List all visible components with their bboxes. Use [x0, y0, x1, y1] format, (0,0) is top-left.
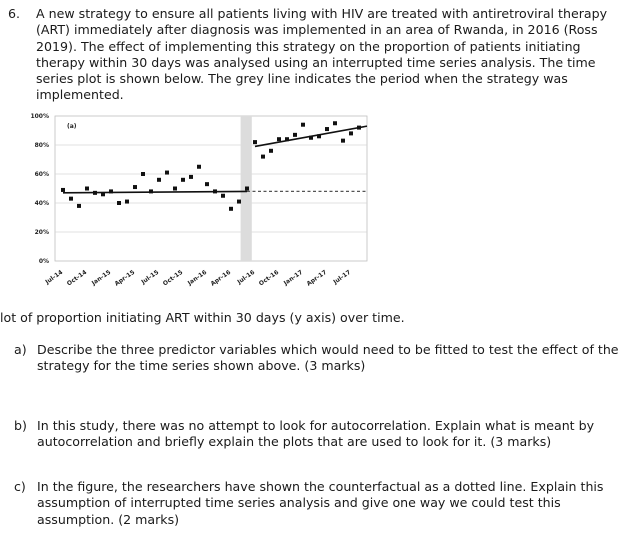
data-point	[77, 204, 81, 208]
data-point	[357, 126, 361, 130]
data-point	[101, 192, 105, 196]
y-tick-label: 60%	[34, 171, 49, 178]
part-a	[8, 342, 620, 375]
x-tick-label: Jul-15	[140, 268, 161, 286]
data-point	[317, 134, 321, 138]
x-tick-label: Jan-17	[282, 268, 305, 287]
x-tick-label: Jan-15	[90, 268, 113, 287]
part-c-text: In the figure, the researchers have shown the counterfactual as a dotted line. Explain this assumption of interrupted time series analysis and give one way we could test this assumption. (2 marks)	[37, 479, 604, 527]
x-tick-label: Jan-16	[186, 268, 209, 287]
data-point	[213, 189, 217, 193]
data-point	[85, 187, 89, 191]
part-c	[8, 479, 620, 528]
x-tick-label: Jul-16	[236, 268, 257, 286]
x-tick-label: Jul-17	[332, 268, 353, 286]
data-point	[245, 187, 249, 191]
data-point	[261, 155, 265, 159]
data-point	[117, 201, 121, 205]
y-tick-label: 40%	[34, 200, 49, 207]
y-tick-label: 20%	[34, 229, 49, 236]
data-point	[341, 139, 345, 143]
data-point	[181, 178, 185, 182]
data-point	[301, 123, 305, 127]
question-number: 6.	[8, 6, 21, 21]
data-point	[237, 200, 241, 204]
part-b-text: In this study, there was no attempt to look for autocorrelation. Explain what is meant by autocorrelation and briefly explain the plots that are used to look for it. (3 marks)	[37, 418, 595, 450]
x-tick-label: Oct-14	[65, 268, 89, 288]
part-c-label: c)	[14, 479, 26, 494]
x-tick-label: Oct-16	[257, 268, 281, 288]
y-tick-label: 0%	[38, 258, 49, 265]
part-a-label: a)	[14, 342, 27, 357]
data-point	[93, 191, 97, 195]
data-point	[149, 189, 153, 193]
y-tick-label: 80%	[34, 142, 49, 149]
data-point	[173, 187, 177, 191]
x-tick-label: Oct-15	[161, 268, 185, 288]
y-tick-label: 100%	[30, 113, 49, 120]
data-point	[309, 136, 313, 140]
data-point	[269, 149, 273, 153]
part-b-label: b)	[14, 418, 27, 433]
panel-label: (a)	[67, 123, 77, 130]
data-point	[333, 121, 337, 125]
data-point	[189, 175, 193, 179]
data-point	[293, 133, 297, 137]
data-point	[197, 165, 201, 169]
x-tick-label: Apr-16	[209, 268, 233, 288]
data-point	[141, 172, 145, 176]
data-point	[253, 140, 257, 144]
data-point	[205, 182, 209, 186]
data-point	[229, 207, 233, 211]
data-point	[109, 189, 113, 193]
data-point	[157, 178, 161, 182]
data-point	[325, 127, 329, 131]
data-point	[125, 200, 129, 204]
data-point	[165, 171, 169, 175]
x-tick-label: Apr-15	[113, 268, 137, 288]
data-point	[221, 194, 225, 198]
x-tick-label: Apr-17	[305, 268, 329, 288]
data-point	[285, 137, 289, 141]
x-tick-label: Jul-14	[44, 268, 65, 286]
data-point	[69, 197, 73, 201]
part-a-text: Describe the three predictor variables which would need to be fitted to test the effect of the strategy for the time series shown above. (3 marks)	[37, 342, 619, 374]
question-intro: A new strategy to ensure all patients living with HIV are treated with antiretroviral therapy (ART) immediately after diagnosis was implemented in an area of Rwanda, in 2016 (Ross 2019). The effect of implementing this strategy on the proportion of patients initiating therapy within 30 days was analysed using an interrupted time series analysis. The time series plot is shown below. The grey line indicates the period when the strategy was implemented.	[36, 6, 608, 103]
question-6	[8, 6, 620, 104]
figure-caption: lot of proportion initiating ART within 30 days (y axis) over time.	[0, 310, 405, 325]
data-point	[133, 185, 137, 189]
data-point	[277, 137, 281, 141]
part-b	[8, 418, 620, 451]
data-point	[61, 188, 65, 192]
its-chart	[0, 104, 380, 304]
data-point	[349, 131, 353, 135]
